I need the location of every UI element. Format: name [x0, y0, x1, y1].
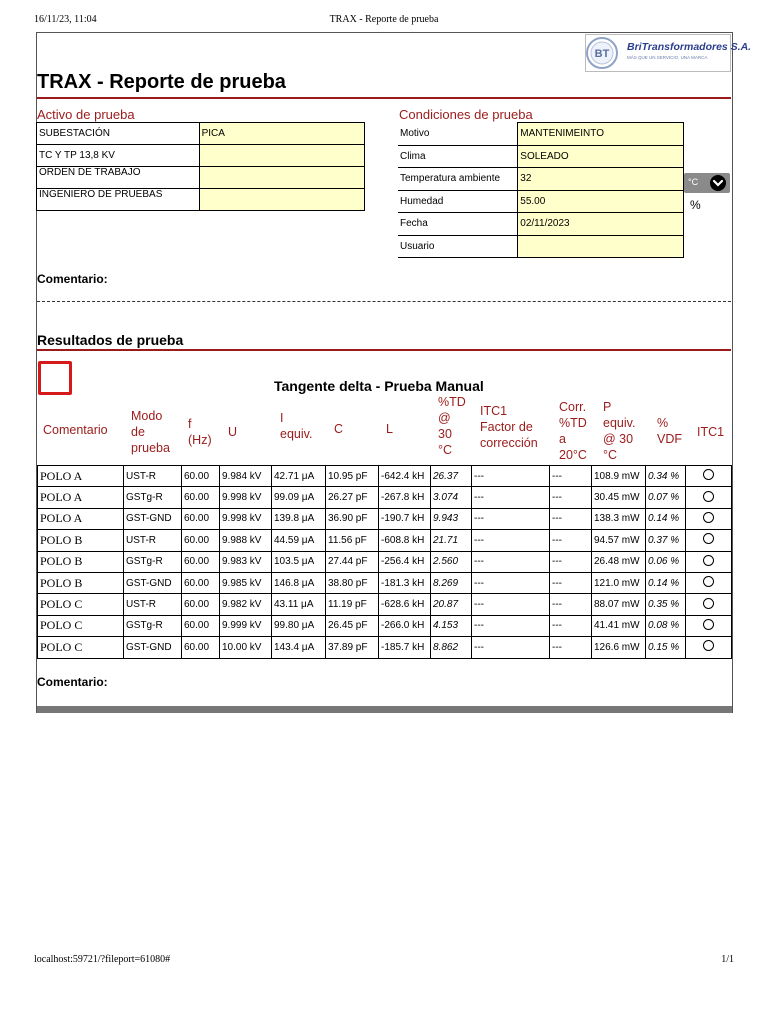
cell-u: 9.984 kV	[220, 466, 272, 487]
cell-comentario: POLO A	[38, 487, 124, 508]
cell-td: 8.862	[431, 637, 472, 658]
table-row	[38, 637, 732, 658]
cell-td: 4.153	[431, 615, 472, 636]
cell-itc1[interactable]	[686, 615, 732, 636]
condiciones-label: Clima	[398, 145, 518, 168]
table-row	[38, 487, 732, 508]
cell-i: 103.5 μA	[272, 551, 326, 572]
cell-modo: GSTg-R	[124, 615, 182, 636]
col-i: I equiv.	[280, 411, 313, 441]
cell-u: 9.999 kV	[220, 615, 272, 636]
print-datetime: 16/11/23, 11:04	[34, 14, 97, 25]
logo-tagline: MÁS QUE UN SERVICIO, UNA MARCA	[627, 55, 708, 60]
condiciones-label: Motivo	[398, 123, 518, 146]
cell-itc1[interactable]	[686, 487, 732, 508]
condiciones-row	[398, 190, 684, 213]
cell-corr: ---	[550, 637, 592, 658]
col-comentario: Comentario	[43, 423, 108, 437]
cell-l: -256.4 kH	[379, 551, 431, 572]
cell-corr: ---	[550, 615, 592, 636]
cell-comentario: POLO C	[38, 637, 124, 658]
activo-value[interactable]	[199, 167, 364, 189]
condiciones-label: Temperatura ambiente	[398, 168, 518, 191]
condiciones-value[interactable]: MANTENIMEINTO	[518, 123, 684, 146]
results-heading: Resultados de prueba	[37, 332, 184, 348]
cell-itc1f: ---	[472, 530, 550, 551]
cell-p: 126.6 mW	[592, 637, 646, 658]
cell-i: 44.59 μA	[272, 530, 326, 551]
condiciones-label: Humedad	[398, 190, 518, 213]
col-f: f (Hz)	[188, 417, 212, 447]
cell-itc1f: ---	[472, 594, 550, 615]
cell-comentario: POLO C	[38, 594, 124, 615]
print-page-number: 1/1	[721, 954, 734, 965]
cell-itc1f: ---	[472, 466, 550, 487]
table-row	[38, 508, 732, 529]
cell-p: 26.48 mW	[592, 551, 646, 572]
table-title: Tangente delta - Prueba Manual	[274, 378, 484, 394]
condiciones-table	[398, 122, 684, 258]
cell-modo: GSTg-R	[124, 551, 182, 572]
activo-row	[37, 167, 365, 189]
condiciones-row	[398, 235, 684, 258]
cell-modo: GST-GND	[124, 572, 182, 593]
cell-itc1f: ---	[472, 637, 550, 658]
temp-unit-label: °C	[688, 177, 699, 187]
cell-p: 30.45 mW	[592, 487, 646, 508]
cell-u: 9.998 kV	[220, 487, 272, 508]
cell-c: 11.19 pF	[326, 594, 379, 615]
cell-p: 88.07 mW	[592, 594, 646, 615]
condiciones-row	[398, 123, 684, 146]
cell-td: 2.560	[431, 551, 472, 572]
radio-icon[interactable]	[703, 598, 714, 609]
cell-modo: UST-R	[124, 594, 182, 615]
cell-vdf: 0.37 %	[646, 530, 686, 551]
cell-itc1[interactable]	[686, 637, 732, 658]
cell-vdf: 0.14 %	[646, 572, 686, 593]
col-corr: Corr. %TD a 20°C	[559, 400, 587, 462]
cell-f: 60.00	[182, 530, 220, 551]
cell-l: -267.8 kH	[379, 487, 431, 508]
activo-row	[37, 123, 365, 145]
cell-u: 10.00 kV	[220, 637, 272, 658]
cell-comentario: POLO C	[38, 615, 124, 636]
humidity-unit-label: %	[690, 198, 701, 212]
cell-comentario: POLO B	[38, 530, 124, 551]
table-row	[38, 551, 732, 572]
cell-itc1[interactable]	[686, 466, 732, 487]
comment-label-2: Comentario:	[37, 675, 108, 689]
cell-u: 9.982 kV	[220, 594, 272, 615]
cell-itc1[interactable]	[686, 551, 732, 572]
cell-c: 11.56 pF	[326, 530, 379, 551]
cell-u: 9.998 kV	[220, 508, 272, 529]
report-bottom-bar	[37, 706, 732, 713]
radio-icon[interactable]	[703, 469, 714, 480]
logo-mark: BT	[594, 48, 610, 60]
cell-f: 60.00	[182, 594, 220, 615]
table-row	[38, 615, 732, 636]
radio-icon[interactable]	[703, 555, 714, 566]
table-row	[38, 572, 732, 593]
cell-itc1f: ---	[472, 572, 550, 593]
col-l: L	[386, 422, 393, 436]
cell-itc1f: ---	[472, 551, 550, 572]
cell-u: 9.985 kV	[220, 572, 272, 593]
cell-corr: ---	[550, 530, 592, 551]
cell-f: 60.00	[182, 572, 220, 593]
results-table	[37, 465, 732, 659]
cell-vdf: 0.14 %	[646, 508, 686, 529]
radio-icon[interactable]	[703, 491, 714, 502]
cell-itc1[interactable]	[686, 572, 732, 593]
cell-comentario: POLO A	[38, 508, 124, 529]
col-p: P equiv. @ 30 °C	[603, 400, 636, 462]
radio-icon[interactable]	[703, 619, 714, 630]
cell-c: 37.89 pF	[326, 637, 379, 658]
cell-itc1f: ---	[472, 615, 550, 636]
cell-vdf: 0.34 %	[646, 466, 686, 487]
cell-f: 60.00	[182, 637, 220, 658]
cell-l: -266.0 kH	[379, 615, 431, 636]
condiciones-label: Usuario	[398, 235, 518, 258]
activo-heading: Activo de prueba	[37, 107, 135, 122]
condiciones-row	[398, 168, 684, 191]
cell-modo: GST-GND	[124, 508, 182, 529]
col-u: U	[228, 425, 238, 439]
company-logo-icon	[585, 34, 752, 72]
cell-modo: UST-R	[124, 530, 182, 551]
cell-i: 99.09 μA	[272, 487, 326, 508]
cell-p: 108.9 mW	[592, 466, 646, 487]
logo-brand: BriTransformadores S.A.	[627, 41, 752, 53]
cell-f: 60.00	[182, 487, 220, 508]
cell-corr: ---	[550, 594, 592, 615]
print-page-title: TRAX - Reporte de prueba	[329, 14, 439, 25]
cell-td: 3.074	[431, 487, 472, 508]
cell-f: 60.00	[182, 551, 220, 572]
cell-u: 9.988 kV	[220, 530, 272, 551]
activo-value[interactable]	[199, 189, 364, 211]
print-url: localhost:59721/?fileport=61080#	[34, 954, 171, 965]
cell-modo: GST-GND	[124, 637, 182, 658]
cell-td: 26.37	[431, 466, 472, 487]
activo-label: INGENIERO DE PRUEBAS	[37, 189, 200, 211]
chevron-down-icon	[710, 175, 726, 191]
condiciones-row	[398, 213, 684, 236]
cell-td: 20.87	[431, 594, 472, 615]
cell-itc1[interactable]	[686, 530, 732, 551]
radio-icon[interactable]	[703, 512, 714, 523]
cell-i: 99.80 μA	[272, 615, 326, 636]
condiciones-value[interactable]: 55.00	[518, 190, 684, 213]
cell-comentario: POLO B	[38, 551, 124, 572]
radio-icon[interactable]	[703, 576, 714, 587]
cell-l: -190.7 kH	[379, 508, 431, 529]
radio-icon[interactable]	[703, 640, 714, 651]
table-row	[38, 466, 732, 487]
col-itc1: ITC1	[697, 425, 725, 439]
cell-itc1f: ---	[472, 508, 550, 529]
cell-l: -628.6 kH	[379, 594, 431, 615]
col-itc1-factor: ITC1 Factor de corrección	[480, 404, 538, 450]
temp-unit-dropdown[interactable]	[684, 173, 730, 193]
cell-vdf: 0.35 %	[646, 594, 686, 615]
cell-vdf: 0.06 %	[646, 551, 686, 572]
results-rule	[37, 349, 731, 351]
condiciones-value[interactable]: 02/11/2023	[518, 213, 684, 236]
cell-f: 60.00	[182, 466, 220, 487]
cell-p: 41.41 mW	[592, 615, 646, 636]
activo-row	[37, 145, 365, 167]
cell-comentario: POLO B	[38, 572, 124, 593]
cell-corr: ---	[550, 508, 592, 529]
cell-td: 21.71	[431, 530, 472, 551]
report-bottom-dash	[37, 705, 732, 706]
cell-p: 121.0 mW	[592, 572, 646, 593]
cell-itc1f: ---	[472, 487, 550, 508]
cell-c: 27.44 pF	[326, 551, 379, 572]
condiciones-value[interactable]	[518, 235, 684, 258]
cell-i: 146.8 μA	[272, 572, 326, 593]
cell-td: 8.269	[431, 572, 472, 593]
cell-u: 9.983 kV	[220, 551, 272, 572]
cell-i: 42.71 μA	[272, 466, 326, 487]
activo-label: ORDEN DE TRABAJO	[37, 167, 200, 189]
condiciones-value[interactable]: SOLEADO	[518, 145, 684, 168]
cell-p: 138.3 mW	[592, 508, 646, 529]
cell-c: 38.80 pF	[326, 572, 379, 593]
col-c: C	[334, 422, 344, 436]
cell-l: -608.8 kH	[379, 530, 431, 551]
cell-vdf: 0.08 %	[646, 615, 686, 636]
cell-corr: ---	[550, 551, 592, 572]
cell-modo: GSTg-R	[124, 487, 182, 508]
cell-c: 36.90 pF	[326, 508, 379, 529]
col-td: %TD @ 30 °C	[438, 395, 466, 457]
condiciones-label: Fecha	[398, 213, 518, 236]
select-checkbox[interactable]	[38, 361, 72, 395]
company-logo	[585, 34, 752, 72]
cell-corr: ---	[550, 487, 592, 508]
col-vdf: % VDF	[657, 416, 682, 446]
comment-dash-line	[37, 301, 731, 302]
cell-l: -642.4 kH	[379, 466, 431, 487]
table-row	[38, 530, 732, 551]
cell-corr: ---	[550, 572, 592, 593]
activo-value[interactable]: PICA	[199, 123, 364, 145]
cell-comentario: POLO A	[38, 466, 124, 487]
cell-i: 139.8 μA	[272, 508, 326, 529]
activo-value[interactable]	[199, 145, 364, 167]
cell-vdf: 0.15 %	[646, 637, 686, 658]
cell-td: 9.943	[431, 508, 472, 529]
cell-l: -181.3 kH	[379, 572, 431, 593]
cell-i: 43.11 μA	[272, 594, 326, 615]
col-modo: Modo de prueba	[131, 409, 170, 455]
cell-c: 26.45 pF	[326, 615, 379, 636]
cell-p: 94.57 mW	[592, 530, 646, 551]
cell-c: 10.95 pF	[326, 466, 379, 487]
condiciones-row	[398, 145, 684, 168]
activo-table	[36, 122, 365, 211]
cell-itc1[interactable]	[686, 508, 732, 529]
cell-i: 143.4 μA	[272, 637, 326, 658]
condiciones-value[interactable]: 32	[518, 168, 684, 191]
activo-label: SUBESTACIÓN	[37, 123, 200, 145]
activo-row	[37, 189, 365, 211]
condiciones-heading: Condiciones de prueba	[399, 107, 533, 122]
cell-c: 26.27 pF	[326, 487, 379, 508]
cell-l: -185.7 kH	[379, 637, 431, 658]
cell-f: 60.00	[182, 508, 220, 529]
cell-f: 60.00	[182, 615, 220, 636]
table-row	[38, 594, 732, 615]
cell-modo: UST-R	[124, 466, 182, 487]
comment-label: Comentario:	[37, 272, 108, 286]
activo-label: TC Y TP 13,8 KV	[37, 145, 200, 167]
cell-itc1[interactable]	[686, 594, 732, 615]
radio-icon[interactable]	[703, 533, 714, 544]
title-rule	[37, 97, 731, 99]
cell-corr: ---	[550, 466, 592, 487]
cell-vdf: 0.07 %	[646, 487, 686, 508]
report-title: TRAX - Reporte de prueba	[37, 71, 286, 93]
